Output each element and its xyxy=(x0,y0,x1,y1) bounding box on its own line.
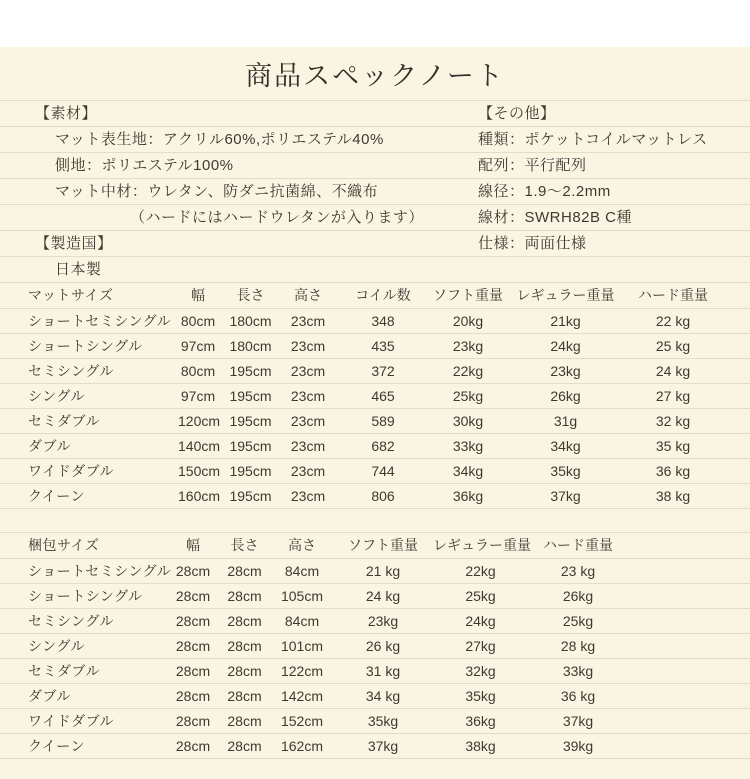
cell-soft-weight: 34kg xyxy=(452,463,484,479)
cell-soft-weight: 23kg xyxy=(452,338,484,354)
cell-size-name: クイーン xyxy=(28,738,86,754)
cell-height: 23cm xyxy=(290,363,326,379)
cell-width: 28cm xyxy=(175,713,211,729)
cell-height: 105cm xyxy=(280,588,324,604)
info-row xyxy=(0,153,750,179)
title-band xyxy=(0,47,750,101)
top-white-strip xyxy=(0,0,750,47)
cell-coil-count: 348 xyxy=(371,313,395,329)
cell-size-name: セミダブル xyxy=(28,663,100,679)
other-line: 仕様：両面仕様 xyxy=(478,235,587,252)
material-line: 側地：ポリエステル100% xyxy=(55,157,234,174)
info-row xyxy=(0,257,750,283)
cell-length: 195cm xyxy=(229,488,272,504)
cell-length: 195cm xyxy=(229,363,272,379)
cell-height: 122cm xyxy=(280,663,324,679)
cell-hard-weight: 23 kg xyxy=(560,563,596,579)
other-heading: 【その他】 xyxy=(478,105,556,122)
cell-length: 195cm xyxy=(229,463,272,479)
cell-hard-weight: 25 kg xyxy=(655,338,691,354)
cell-width: 150cm xyxy=(178,463,221,479)
cell-size-name: セミダブル xyxy=(28,413,100,429)
package-table-label: 梱包サイズ xyxy=(28,537,100,553)
cell-height: 101cm xyxy=(280,638,324,654)
cell-size-name: ショートセミシングル xyxy=(28,563,172,579)
table-row xyxy=(0,409,750,434)
cell-coil-count: 682 xyxy=(371,438,395,454)
cell-length: 28cm xyxy=(227,688,262,704)
cell-hard-weight: 28 kg xyxy=(560,638,596,654)
cell-regular-weight: 32kg xyxy=(465,663,496,679)
column-header-length: 長さ xyxy=(236,287,265,303)
cell-width: 97cm xyxy=(180,338,216,354)
info-row xyxy=(0,101,750,127)
package-size-table xyxy=(0,533,750,759)
cell-size-name: ワイドダブル xyxy=(28,713,115,729)
cell-length: 195cm xyxy=(229,438,272,454)
cell-width: 28cm xyxy=(175,663,211,679)
cell-soft-weight: 21 kg xyxy=(365,563,401,579)
cell-soft-weight: 25kg xyxy=(452,388,484,404)
cell-length: 195cm xyxy=(229,413,272,429)
cell-size-name: ワイドダブル xyxy=(28,463,115,479)
cell-soft-weight: 20kg xyxy=(452,313,484,329)
cell-width: 160cm xyxy=(178,488,221,504)
other-line: 種類：ポケットコイルマットレス xyxy=(478,131,708,148)
cell-coil-count: 744 xyxy=(371,463,395,479)
column-header-width: 幅 xyxy=(186,537,200,553)
table-row xyxy=(0,334,750,359)
cell-height: 162cm xyxy=(280,738,324,754)
table-row xyxy=(0,459,750,484)
cell-height: 23cm xyxy=(290,413,326,429)
cell-length: 28cm xyxy=(227,663,262,679)
cell-soft-weight: 34 kg xyxy=(365,688,401,704)
cell-hard-weight: 22 kg xyxy=(655,313,691,329)
cell-length: 180cm xyxy=(229,338,272,354)
cell-regular-weight: 35kg xyxy=(465,688,496,704)
origin-heading: 【製造国】 xyxy=(35,235,113,252)
cell-width: 28cm xyxy=(175,613,211,629)
cell-hard-weight: 32 kg xyxy=(655,413,691,429)
info-row xyxy=(0,179,750,205)
table-row xyxy=(0,659,750,684)
cell-hard-weight: 25kg xyxy=(562,613,594,629)
cell-soft-weight: 31 kg xyxy=(365,663,401,679)
cell-width: 28cm xyxy=(175,688,211,704)
cell-regular-weight: 34kg xyxy=(550,438,581,454)
cell-hard-weight: 26kg xyxy=(562,588,594,604)
other-line: 配列：平行配列 xyxy=(478,157,587,174)
cell-size-name: ショートシングル xyxy=(28,588,143,604)
column-header-regular: レギュラー重量 xyxy=(516,287,615,303)
table-row xyxy=(0,384,750,409)
cell-length: 195cm xyxy=(229,388,272,404)
table-gap xyxy=(0,509,750,533)
material-heading: 【素材】 xyxy=(35,105,98,122)
cell-hard-weight: 36 kg xyxy=(560,688,596,704)
cell-soft-weight: 24 kg xyxy=(365,588,401,604)
table-row xyxy=(0,309,750,334)
cell-regular-weight: 31g xyxy=(553,413,578,429)
page-title: 商品スペックノート xyxy=(245,61,505,91)
cell-length: 28cm xyxy=(227,713,262,729)
other-line: 線径：1.9〜2.2mm xyxy=(478,183,611,200)
cell-soft-weight: 36kg xyxy=(452,488,484,504)
cell-height: 23cm xyxy=(290,338,326,354)
cell-coil-count: 465 xyxy=(371,388,395,404)
column-header-regular: レギュラー重量 xyxy=(433,537,531,553)
cell-height: 84cm xyxy=(284,563,320,579)
cell-width: 97cm xyxy=(180,388,216,404)
cell-soft-weight: 33kg xyxy=(452,438,484,454)
table-row xyxy=(0,584,750,609)
cell-size-name: セミシングル xyxy=(28,613,114,629)
cell-height: 23cm xyxy=(290,438,326,454)
cell-length: 28cm xyxy=(227,738,262,754)
cell-width: 120cm xyxy=(178,413,221,429)
cell-height: 23cm xyxy=(290,313,326,329)
cell-length: 28cm xyxy=(227,638,262,654)
cell-hard-weight: 35 kg xyxy=(655,438,691,454)
cell-hard-weight: 38 kg xyxy=(655,488,691,504)
cell-height: 152cm xyxy=(280,713,324,729)
table-row xyxy=(0,634,750,659)
other-line: 線材：SWRH82B C種 xyxy=(478,209,633,226)
column-header-height: 高さ xyxy=(288,537,316,553)
column-header-coils: コイル数 xyxy=(355,287,411,303)
cell-height: 23cm xyxy=(290,488,326,504)
cell-coil-count: 589 xyxy=(371,413,395,429)
cell-hard-weight: 24 kg xyxy=(655,363,691,379)
cell-soft-weight: 22kg xyxy=(452,363,484,379)
spec-note xyxy=(0,47,750,779)
cell-regular-weight: 37kg xyxy=(550,488,581,504)
mat-table-header-row xyxy=(0,283,750,309)
cell-soft-weight: 30kg xyxy=(452,413,484,429)
cell-soft-weight: 35kg xyxy=(367,713,399,729)
table-row xyxy=(0,359,750,384)
cell-size-name: ショートシングル xyxy=(28,338,143,354)
column-header-length: 長さ xyxy=(230,537,259,553)
cell-size-name: ショートセミシングル xyxy=(28,313,172,329)
info-row xyxy=(0,231,750,257)
table-row xyxy=(0,709,750,734)
cell-coil-count: 372 xyxy=(371,363,395,379)
cell-regular-weight: 26kg xyxy=(550,388,581,404)
cell-width: 140cm xyxy=(178,438,221,454)
material-line: マット中材：ウレタン、防ダニ抗菌綿、不織布 xyxy=(55,183,379,200)
cell-regular-weight: 21kg xyxy=(550,313,581,329)
column-header-hard: ハード重量 xyxy=(638,287,708,303)
info-row xyxy=(0,205,750,231)
cell-height: 84cm xyxy=(284,613,320,629)
cell-size-name: シングル xyxy=(28,388,85,404)
cell-coil-count: 806 xyxy=(371,488,395,504)
cell-soft-weight: 23kg xyxy=(367,613,399,629)
table-row xyxy=(0,734,750,759)
cell-regular-weight: 23kg xyxy=(550,363,581,379)
cell-height: 142cm xyxy=(280,688,324,704)
cell-size-name: ダブル xyxy=(28,688,71,704)
cell-regular-weight: 24kg xyxy=(465,613,496,629)
cell-length: 28cm xyxy=(227,588,262,604)
cell-hard-weight: 27 kg xyxy=(655,388,691,404)
cell-hard-weight: 36 kg xyxy=(655,463,691,479)
column-header-width: 幅 xyxy=(191,287,205,303)
cell-regular-weight: 35kg xyxy=(550,463,581,479)
cell-length: 28cm xyxy=(227,563,262,579)
table-row xyxy=(0,609,750,634)
origin-value: 日本製 xyxy=(55,261,102,278)
empty-cell xyxy=(478,257,750,282)
cell-size-name: セミシングル xyxy=(28,363,114,379)
cell-hard-weight: 39kg xyxy=(562,738,594,754)
info-row xyxy=(0,127,750,153)
cell-hard-weight: 33kg xyxy=(562,663,594,679)
cell-height: 23cm xyxy=(290,463,326,479)
cell-size-name: シングル xyxy=(28,638,85,654)
table-row xyxy=(0,484,750,509)
cell-regular-weight: 36kg xyxy=(465,713,496,729)
mat-size-table xyxy=(0,283,750,509)
cell-coil-count: 435 xyxy=(371,338,395,354)
cell-regular-weight: 38kg xyxy=(465,738,496,754)
cell-width: 28cm xyxy=(175,588,211,604)
cell-hard-weight: 37kg xyxy=(562,713,594,729)
cell-size-name: ダブル xyxy=(28,438,71,454)
cell-width: 28cm xyxy=(175,738,211,754)
table-row xyxy=(0,559,750,584)
package-table-header-row xyxy=(0,533,750,559)
cell-width: 28cm xyxy=(175,638,211,654)
cell-length: 180cm xyxy=(229,313,272,329)
column-header-height: 高さ xyxy=(294,287,322,303)
material-line: マット表生地：アクリル60%,ポリエステル40% xyxy=(55,131,384,148)
mat-table-label: マットサイズ xyxy=(28,287,114,303)
column-header-soft: ソフト重量 xyxy=(348,537,418,553)
cell-size-name: クイーン xyxy=(28,488,86,504)
cell-regular-weight: 22kg xyxy=(465,563,496,579)
bottom-filler xyxy=(0,759,750,779)
cell-width: 80cm xyxy=(180,363,216,379)
cell-length: 28cm xyxy=(227,613,262,629)
cell-width: 28cm xyxy=(175,563,211,579)
table-row xyxy=(0,434,750,459)
cell-width: 80cm xyxy=(180,313,216,329)
cell-regular-weight: 24kg xyxy=(550,338,581,354)
material-note-line: （ハードにはハードウレタンが入ります） xyxy=(130,209,424,226)
cell-height: 23cm xyxy=(290,388,326,404)
table-row xyxy=(0,684,750,709)
column-header-soft: ソフト重量 xyxy=(433,287,503,303)
cell-soft-weight: 37kg xyxy=(367,738,399,754)
cell-regular-weight: 27kg xyxy=(465,638,496,654)
column-header-hard: ハード重量 xyxy=(543,537,613,553)
cell-soft-weight: 26 kg xyxy=(365,638,401,654)
cell-regular-weight: 25kg xyxy=(465,588,496,604)
